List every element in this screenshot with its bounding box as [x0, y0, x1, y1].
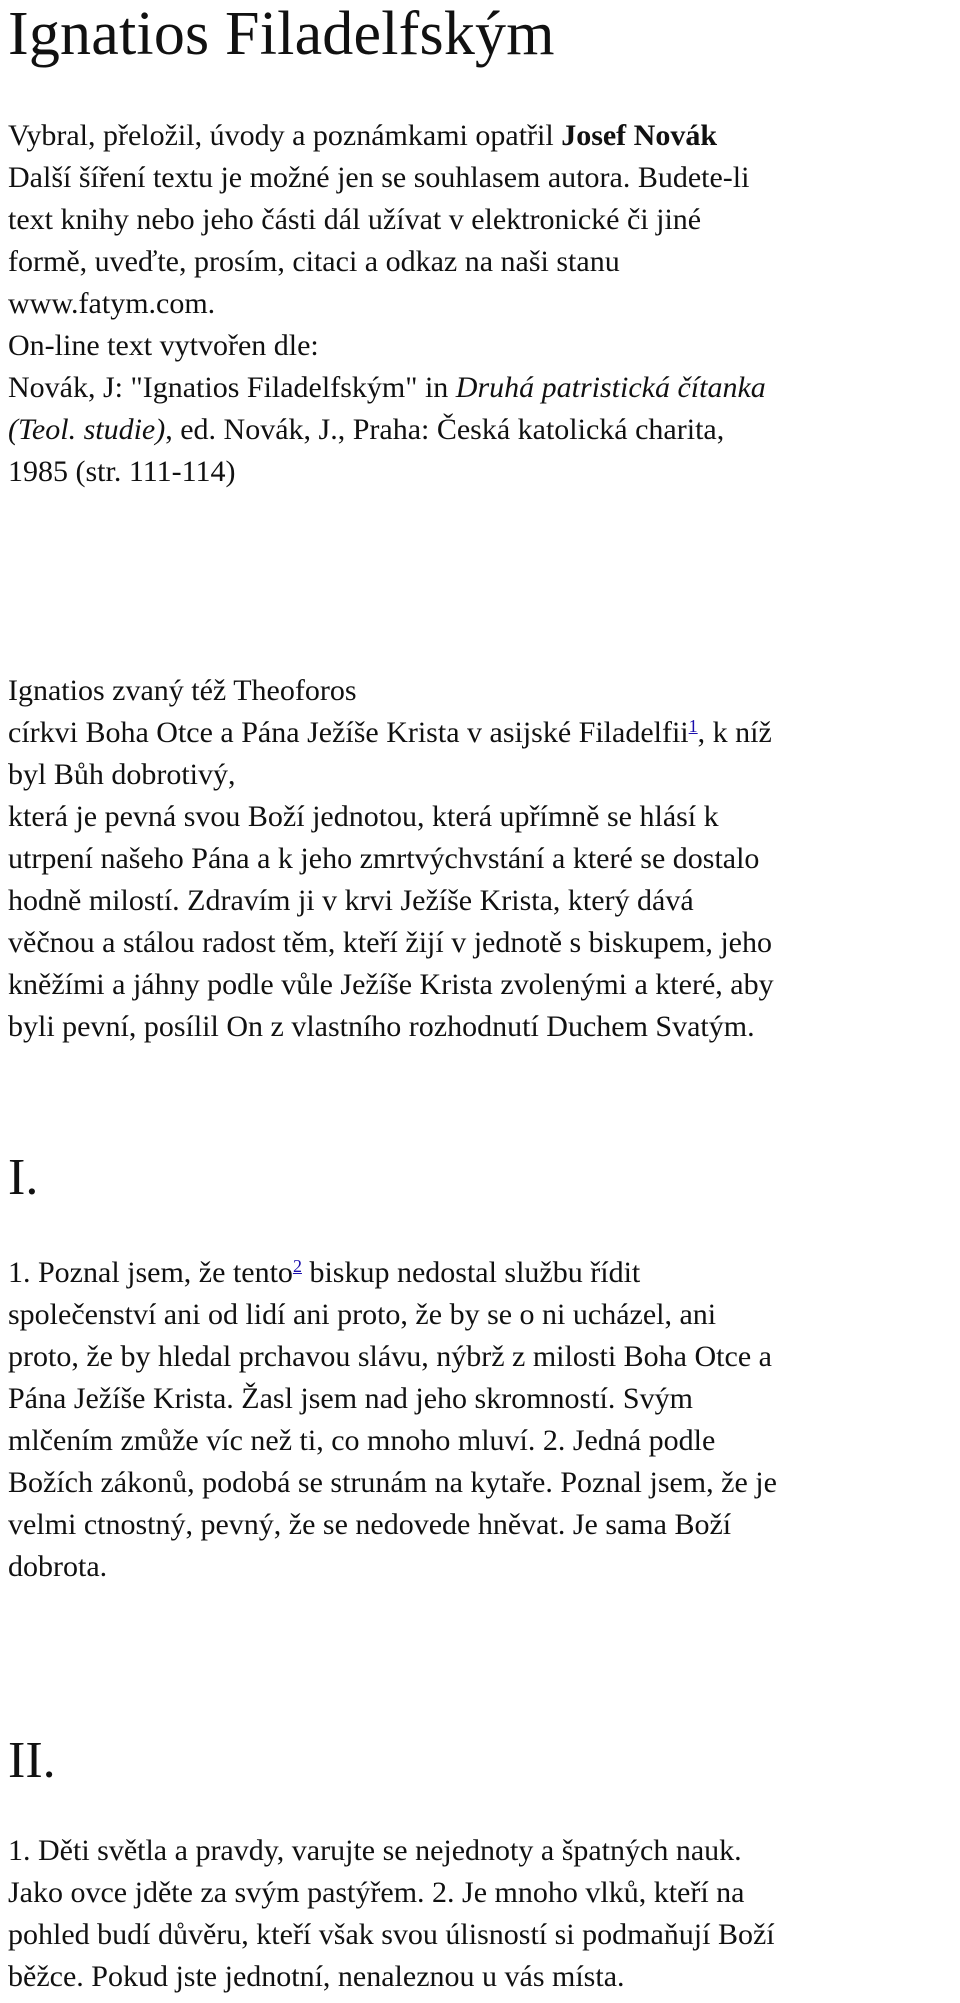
section-1-line-8: dobrota. [8, 1550, 108, 1583]
greeting-line-3: byl Bůh dobrotivý, [8, 758, 236, 791]
source-title: Druhá patristická čítanka [455, 371, 766, 404]
section-1-line-1: 1. Poznal jsem, že tento$^2$ biskup nedostal službu řídit [8, 1256, 641, 1289]
section-2-line-2: Jako ovce jděte za svým pastýřem. 2. Je mnoho vlků, kteří na [8, 1876, 745, 1909]
greeting-line-5: utrpení našeho Pána a k jeho zmrtvýchvstání a které se dostalo [8, 842, 760, 875]
greeting-line-4: která je pevná svou Boží jednotou, která upřímně se hlásí k [8, 800, 719, 833]
greeting-line-7: věčnou a stálou radost těm, kteří žijí v jednotě s biskupem, jeho [8, 926, 772, 959]
section-1-line-5: mlčením zmůže víc než ti, co mnoho mluví. 2. Jedná podle [8, 1424, 716, 1457]
greeting-line-2: církvi Boha Otce a Pána Ježíše Krista v asijské Filadelfii$^1$, k níž [8, 716, 772, 749]
section-1-line-7: velmi ctnostný, pevný, že se nedovede hněvat. Je sama Boží [8, 1508, 732, 1541]
section-2-line-3: pohled budí důvěru, kteří však svou úlisností si podmaňují Boží [8, 1918, 775, 1951]
intro-line-5: www.fatym.com. [8, 287, 216, 320]
greeting-line-1: Ignatios zvaný též Theoforos [8, 674, 357, 707]
section-1-paragraph [8, 1252, 952, 1588]
section-2-line-1: 1. Děti světla a pravdy, varujte se nejednoty a špatných nauk. [8, 1834, 742, 1867]
greeting-line-8: kněžími a jáhny podle vůle Ježíše Krista zvolenými a které, aby [8, 968, 774, 1001]
section-1-line-4: Pána Ježíše Krista. Žasl jsem nad jeho skromností. Svým [8, 1382, 693, 1415]
intro-line-4: formě, uveďte, prosím, citaci a odkaz na naši stanu [8, 245, 620, 278]
section-2-line-4: běžce. Pokud jste jednotní, nenaleznou u vás místa. [8, 1960, 625, 1993]
translator-name: Josef Novák [561, 119, 718, 152]
footnote-link-2[interactable]: 2 [292, 1256, 302, 1276]
greeting-line-9: byli pevní, posílil On z vlastního rozhodnutí Duchem Svatým. [8, 1010, 755, 1043]
greeting-line-6: hodně milostí. Zdravím ji v krvi Ježíše Krista, který dává [8, 884, 694, 917]
intro-line-6: On-line text vytvořen dle: [8, 329, 319, 362]
footnote-link-1[interactable]: 1 [688, 716, 698, 736]
section-1-line-3: proto, že by hledal prchavou slávu, nýbrž z milosti Boha Otce a [8, 1340, 772, 1373]
greeting-block [8, 670, 952, 1048]
section-1-line-2: společenství ani od lidí ani proto, že by se o ni ucházel, ani [8, 1298, 717, 1331]
page-title: Ignatios Filadelfským [8, 0, 555, 68]
intro-line-2: Další šíření textu je možné jen se souhlasem autora. Budete-li [8, 161, 750, 194]
section-heading-2: II. [8, 1732, 56, 1789]
intro-line-8: (Teol. studie), ed. Novák, J., Praha: Česká katolická charita, [8, 413, 725, 446]
intro-line-1: Vybral, přeložil, úvody a poznámkami opatřil Josef Novák [8, 119, 718, 152]
intro-line-3: text knihy nebo jeho části dál užívat v elektronické či jiné [8, 203, 702, 236]
intro-line-7: Novák, J: "Ignatios Filadelfským" in Druhá patristická čítanka [8, 371, 766, 404]
section-2-paragraph [8, 1830, 952, 1998]
section-1-line-6: Božích zákonů, podobá se strunám na kytaře. Poznal jsem, že je [8, 1466, 777, 1499]
section-heading-1: I. [8, 1149, 39, 1206]
source-series: (Teol. studie) [8, 413, 166, 446]
intro-block [8, 115, 952, 493]
intro-line-9: 1985 (str. 111-114) [8, 455, 236, 488]
